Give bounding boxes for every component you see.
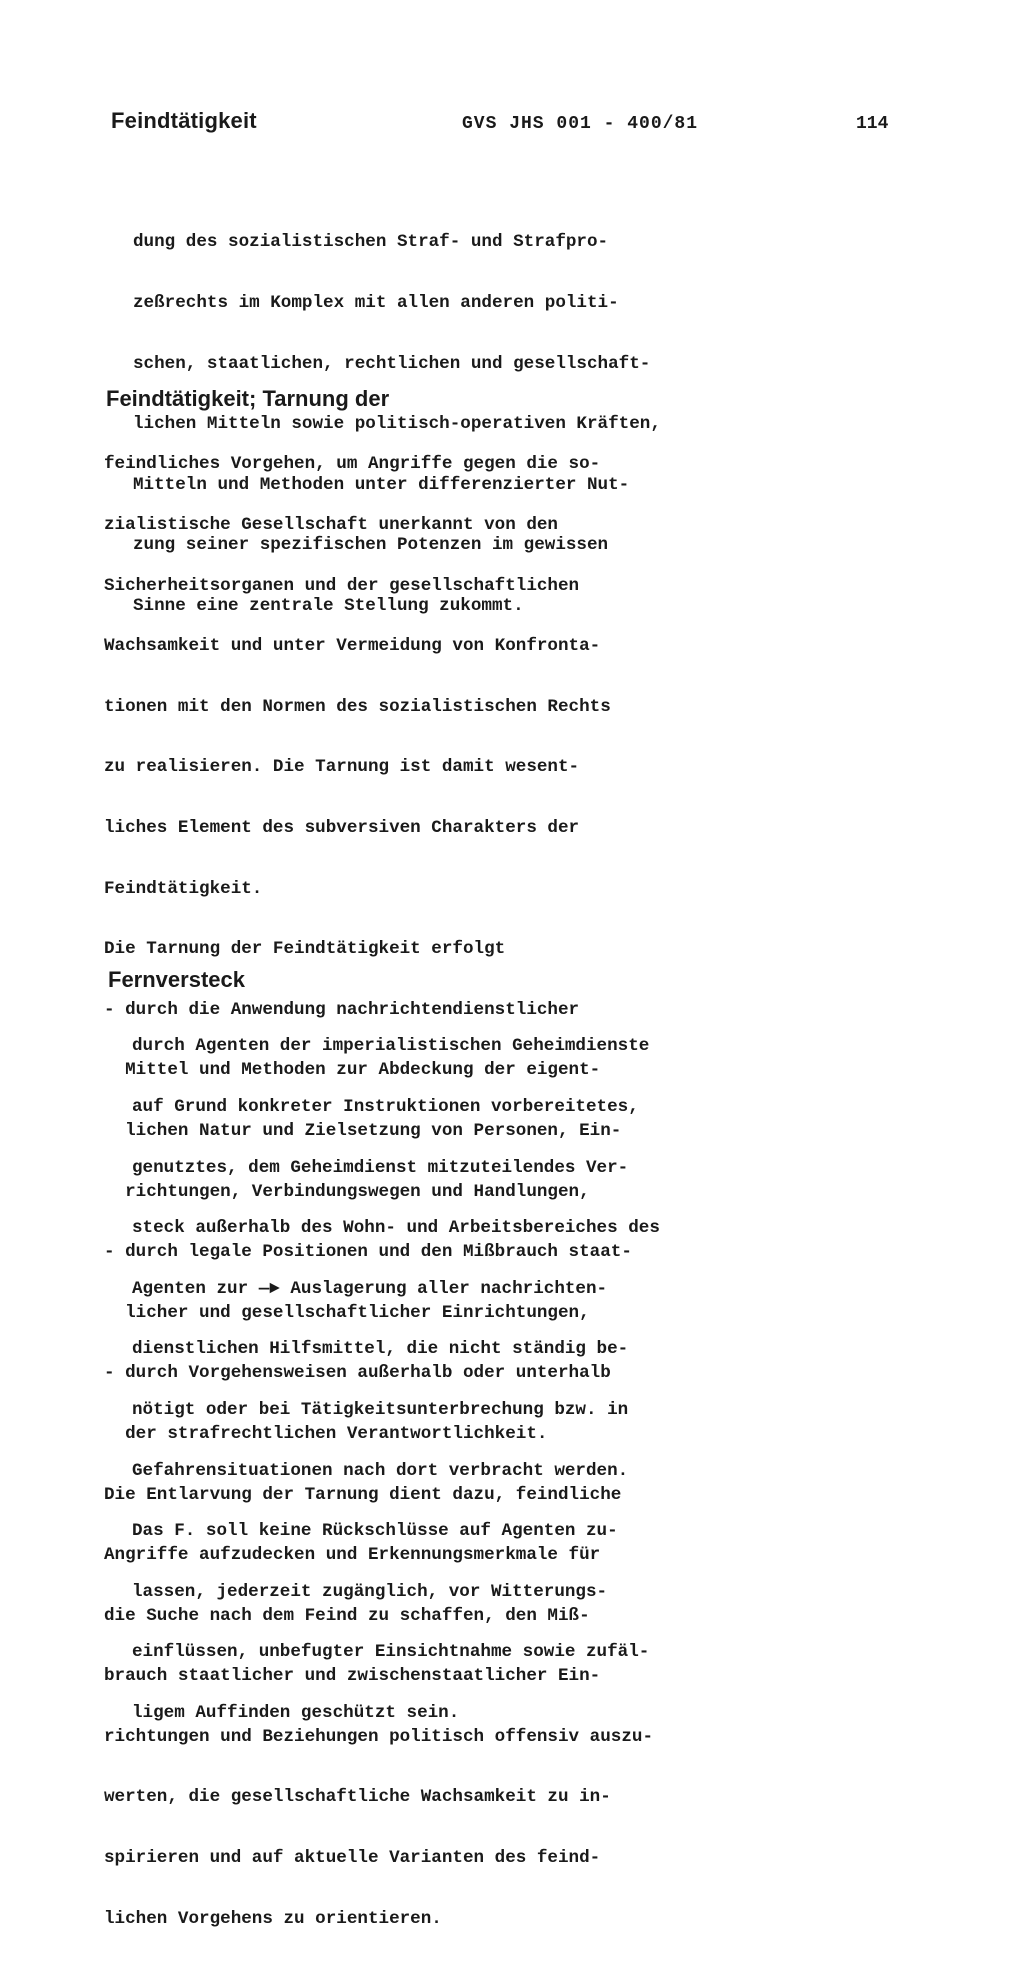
text-line: spirieren und auf aktuelle Varianten des feind- (104, 1848, 601, 1869)
text-line: einflüssen, unbefugter Einsichtnahme sowie zufäl- (132, 1642, 650, 1663)
text-line: die Suche nach dem Feind zu schaffen, den Miß- (104, 1605, 590, 1626)
text-line: ligem Auffinden geschützt sein. (132, 1702, 460, 1723)
document-reference: GVS JHS 001 - 400/81 (462, 114, 699, 134)
text-line: Die Entlarvung der Tarnung dient dazu, feindliche (104, 1484, 622, 1505)
text-line: Mitteln und Methoden unter differenzierter Nut- (133, 474, 630, 495)
text-line: Das F. soll keine Rückschlüsse auf Agenten zu- (132, 1521, 618, 1542)
text-line: steck außerhalb des Wohn- und Arbeitsbereiches des (132, 1218, 660, 1239)
text-line: durch Agenten der imperialistischen Geheimdienste (132, 1036, 650, 1057)
text-line: genutztes, dem Geheimdienst mitzuteilendes Ver- (132, 1157, 629, 1178)
text-line: dung des sozialistischen Straf- und Strafpro- (133, 232, 609, 253)
page-number: 114 (856, 114, 889, 134)
text-line: Sinne eine zentrale Stellung zukommt. (133, 595, 524, 616)
text-line: auf Grund konkreter Instruktionen vorbereitetes, (132, 1097, 639, 1117)
text-line: lichen Mitteln sowie politisch-operativen Kräften, (133, 414, 661, 435)
text-line: Angriffe aufzudecken und Erkennungsmerkmale für (104, 1545, 601, 1566)
text-line: dienstlichen Hilfsmittel, die nicht ständig be- (132, 1339, 629, 1360)
text-line: lichen Natur und Zielsetzung von Personen, Ein- (104, 1120, 622, 1141)
text-line: Sicherheitsorganen und der gesellschaftlichen (104, 575, 580, 596)
text-line: Agenten zur —► Auslagerung aller nachrichten- (132, 1278, 608, 1299)
text-line: - durch legale Positionen und den Mißbrauch staat- (104, 1242, 632, 1263)
entry-heading-fernversteck: Fernversteck (108, 967, 245, 992)
text-line: tionen mit den Normen des sozialistischen Rechts (104, 696, 611, 717)
text-line: Die Tarnung der Feindtätigkeit erfolgt (104, 939, 506, 960)
text-line: werten, die gesellschaftliche Wachsamkeit zu in- (104, 1787, 611, 1808)
text-line: - durch Vorgehensweisen außerhalb oder unterhalb (104, 1363, 611, 1384)
text-line: zialistische Gesellschaft unerkannt von den (104, 515, 558, 535)
text-line: liches Element des subversiven Charakters der (104, 817, 580, 838)
entry-heading-tarnung: Feindtätigkeit; Tarnung der (106, 386, 390, 411)
text-line: licher und gesellschaftlicher Einrichtungen, (104, 1302, 590, 1323)
text-line: Feindtätigkeit. (104, 878, 263, 899)
text-line: zu realisieren. Die Tarnung ist damit wesent- (104, 757, 580, 778)
text-line: - durch die Anwendung nachrichtendienstlicher (104, 999, 580, 1020)
text-line: schen, staatlichen, rechtlichen und gesellschaft- (133, 353, 651, 374)
text-line: brauch staatlicher und zwischenstaatlicher Ein- (104, 1666, 601, 1687)
text-line: richtungen und Beziehungen politisch offensiv auszu- (104, 1726, 654, 1747)
text-line: nötigt oder bei Tätigkeitsunterbrechung bzw. in (132, 1399, 629, 1420)
text-line: richtungen, Verbindungswegen und Handlungen, (104, 1181, 590, 1202)
text-line: Mittel und Methoden zur Abdeckung der eigent- (104, 1060, 601, 1081)
text-line: Gefahrensituationen nach dort verbracht werden. (132, 1460, 629, 1481)
text-line: lassen, jederzeit zugänglich, vor Witterungs- (132, 1581, 608, 1602)
text-line: zung seiner spezifischen Potenzen im gewissen (133, 535, 609, 556)
text-line: Wachsamkeit und unter Vermeidung von Konfronta- (104, 636, 601, 657)
text-line: lichen Vorgehens zu orientieren. (104, 1908, 442, 1929)
text-line: feindliches Vorgehen, um Angriffe gegen die so- (104, 454, 601, 475)
text-line: der strafrechtlichen Verantwortlichkeit. (104, 1423, 548, 1444)
header-title: Feindtätigkeit (111, 108, 257, 133)
entry-body-fernversteck (132, 996, 660, 1764)
text-line: zeßrechts im Komplex mit allen anderen politi- (133, 293, 619, 313)
